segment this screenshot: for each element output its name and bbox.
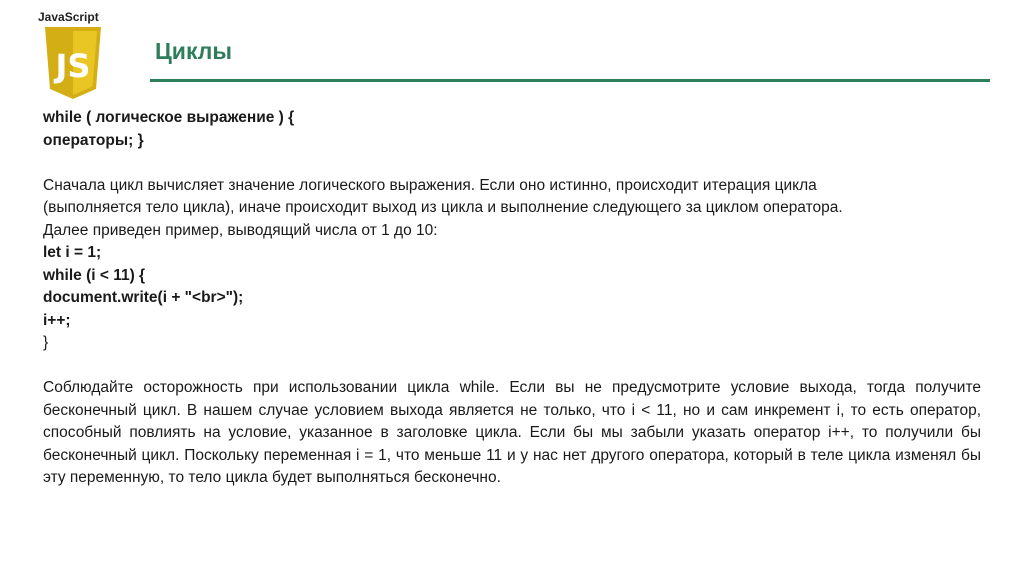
syntax-line: операторы; } — [43, 131, 144, 149]
warning-paragraph: Соблюдайте осторожность при использовании цикла while. Если вы не предусмотрите условие выхода, тогда получите бесконечный цикл. В нашем случае условием выхода является не только, что i < 11, но и сам инкремент i, то есть оператор, способный повлиять на условие, указанное в заголовке цикла. Если бы мы забыли указать оператор i++, то получили бы бесконечный цикл. Поскольку переменная i = 1, что меньше 11 и у нас нет другого оператора, который в теле цикла изменял бы эту переменную, то тело цикла будет выполняться бесконечно. — [43, 379, 981, 486]
syntax-line: while ( логическое выражение ) { — [43, 109, 295, 126]
slide-title: Циклы — [155, 38, 232, 64]
description-block — [43, 175, 981, 243]
description-line: Далее приведен пример, выводящий числа от 1 до 10: — [43, 221, 438, 239]
js-shield-icon — [45, 27, 101, 99]
code-line: while (i < 11) { — [43, 266, 146, 284]
logo-label: JavaScript — [38, 10, 99, 24]
javascript-logo — [38, 10, 118, 98]
description-line: (выполняется тело цикла), иначе происходит выход из цикла и выполнение следующего за циклом оператора. — [43, 199, 843, 216]
slide-content — [43, 107, 981, 490]
shield-letters: JS — [55, 47, 91, 85]
example-code-block — [43, 242, 981, 355]
code-line: let i = 1; — [43, 244, 102, 261]
code-line: i++; — [43, 311, 71, 329]
spacer — [43, 355, 981, 378]
description-line: Сначала цикл вычисляет значение логического выражения. Если оно истинно, происходит итерация цикла — [43, 176, 817, 194]
title-underline — [150, 79, 990, 82]
code-closing-brace: } — [43, 334, 49, 351]
code-line: document.write(i + "<br>"); — [43, 289, 244, 306]
syntax-block — [43, 107, 981, 152]
spacer — [43, 152, 981, 175]
